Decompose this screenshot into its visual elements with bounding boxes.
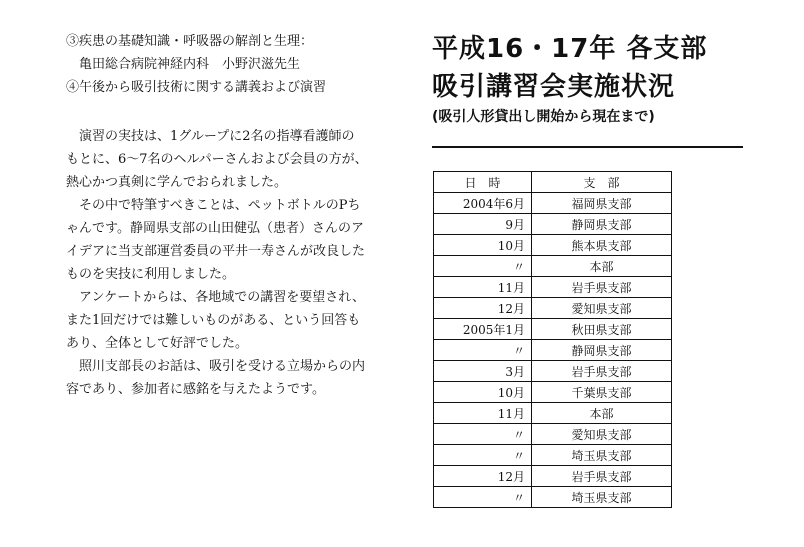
branch-cell: 千葉県支部 [532,382,672,403]
branch-cell: 本部 [532,256,672,277]
branch-cell: 秋田県支部 [532,319,672,340]
text-line: ③疾患の基礎知識・呼吸器の解剖と生理： [66,34,314,49]
table-row [434,424,672,445]
text-line: イデアに当支部運営委員の平井一寿さんが改良した [66,244,366,259]
date-cell: 〃 [434,340,532,361]
column-header-branch: 支 部 [532,172,672,193]
table-row [434,487,672,508]
heading-line-2: 吸引講習会実施状況 [432,72,676,102]
heading-line-1: 平成16・17年 各支部 [432,34,708,64]
branch-cell: 岩手県支部 [532,277,672,298]
column-header-date: 日 時 [434,172,532,193]
branch-cell: 愛知県支部 [532,298,672,319]
table-row [434,214,672,235]
branch-cell: 静岡県支部 [532,340,672,361]
table-row [434,382,672,403]
text-line: 熱心かつ真剣に学んでおられました。 [66,175,288,190]
heading-subtitle: (吸引人形貸出し開始から現在まで) [432,109,655,125]
branch-cell: 岩手県支部 [532,466,672,487]
branch-cell: 熊本県支部 [532,235,672,256]
branch-cell: 岩手県支部 [532,361,672,382]
date-cell: 11月 [434,403,532,424]
table-header-row [434,172,672,193]
text-line: 演習の実技は、1グループに2名の指導看護師の [66,129,355,144]
date-cell: 10月 [434,235,532,256]
date-cell: 〃 [434,424,532,445]
schedule-table [433,171,672,508]
table-row [434,298,672,319]
table-row [434,235,672,256]
text-line: もとに、6～7名のヘルパーさんおよび会員の方が、 [66,152,368,167]
date-cell: 〃 [434,487,532,508]
date-cell: 9月 [434,214,532,235]
date-cell: 10月 [434,382,532,403]
branch-cell: 埼玉県支部 [532,487,672,508]
table-row [434,193,672,214]
text-line: ④午後から吸引技術に関する講義および演習 [66,80,327,95]
branch-cell: 愛知県支部 [532,424,672,445]
text-line: あり、全体として好評でした。 [66,336,249,351]
divider [432,146,743,148]
text-line: また1回だけでは難しいものがある、という回答も [66,313,361,328]
text-line: ものを実技に利用しました。 [66,267,236,282]
text-line: ゃんです。静岡県支部の山田健弘（患者）さんのア [66,221,364,236]
text-line: 照川支部長のお話は、吸引を受ける立場からの内 [66,359,366,374]
text-line: その中で特筆すべきことは、ペットボトルのPち [66,198,361,213]
table-row [434,403,672,424]
date-cell: 〃 [434,445,532,466]
date-cell: 3月 [434,361,532,382]
date-cell: 2005年1月 [434,319,532,340]
table-row [434,277,672,298]
text-line: 容であり、参加者に感銘を与えたようです。 [66,382,325,397]
date-cell: 12月 [434,466,532,487]
table-row [434,466,672,487]
date-cell: 2004年6月 [434,193,532,214]
date-cell: 12月 [434,298,532,319]
date-cell: 11月 [434,277,532,298]
branch-cell: 静岡県支部 [532,214,672,235]
table-row [434,256,672,277]
branch-cell: 本部 [532,403,672,424]
table-row [434,445,672,466]
text-line: 亀田総合病院神経内科 小野沢滋先生 [66,57,301,72]
branch-cell: 福岡県支部 [532,193,672,214]
table-row [434,319,672,340]
date-cell: 〃 [434,256,532,277]
text-line: アンケートからは、各地域での講習を要望され、 [66,290,366,305]
table-row [434,361,672,382]
table-row [434,340,672,361]
branch-cell: 埼玉県支部 [532,445,672,466]
